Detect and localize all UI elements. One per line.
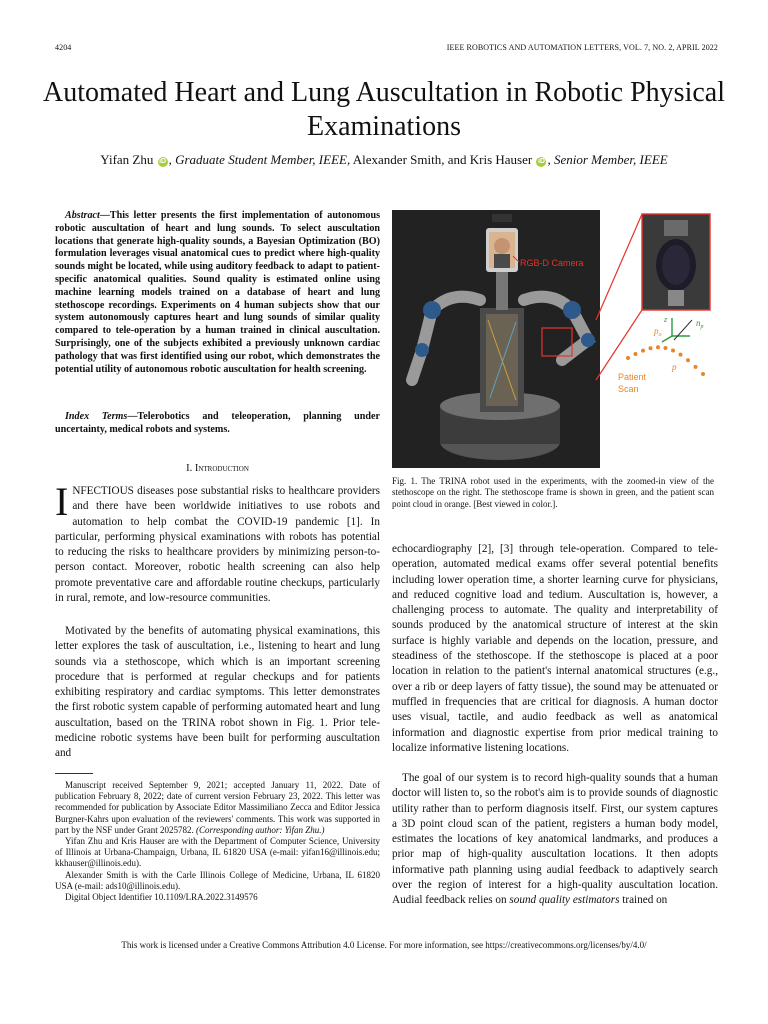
robot-photo: [392, 210, 714, 468]
right-paragraph-2-tail: trained on: [619, 894, 668, 907]
intro-first-word: NFECTIOUS: [72, 485, 134, 497]
figure-1: [392, 210, 714, 468]
scan-label-line2: Scan: [618, 384, 639, 394]
scan-point: [679, 353, 683, 357]
scan-point: [664, 346, 668, 350]
scan-point: [671, 348, 675, 352]
scan-label-line1: Patient: [618, 372, 647, 382]
point-p-label: p: [672, 362, 677, 372]
scan-point: [641, 349, 645, 353]
author-affiliation-role: Graduate Student Member, IEEE: [175, 152, 347, 167]
section-title: Introduction: [194, 463, 249, 474]
camera-label: RGB-D Camera: [520, 258, 584, 268]
scan-point: [649, 346, 653, 350]
abstract: [55, 210, 380, 376]
point-po-label: $p_o$: [654, 326, 662, 338]
section-number: I.: [186, 463, 193, 474]
section-heading: [55, 463, 380, 474]
index-terms: [55, 411, 380, 437]
scan-point: [686, 358, 690, 362]
right-paragraph-2: [392, 771, 718, 909]
right-paragraph-1: echocardiography [2], [3] through tele-operation. Compared to tele-operation, automated medical exams offer several potential benefits including lower operation time, a shorter learning curve for physicians, and reduced cognitive load and tedium. Auscultation is, however, a challenging process to automate. The quality and interpretability of sounds produced by the anatomical structure of interest at the skin surface is highly variable and depends on the location, pressure, and steadiness of the stethoscope. If the stethoscope is placed at a poor location in relation to the patient's internal anatomical structures (e.g., over a rib or deep layers of fatty tissue), the sound may be attenuated or muffled in frequencies that are critical for diagnosis. A human doctor uses visual, tactile, and audio feedback as well as anatomical information and diagnostic expertise from prior medical training to localize informative listening locations.: [392, 543, 718, 754]
intro-paragraph-2: Motivated by the benefits of automating physical examinations, this letter explores the task of auscultation, i.e., listening to heart and lung sounds via a stethoscope, which which is an important screening procedure that is performed at regular checkups and for patients exhibiting respiratory and cardiac symptoms. This letter demonstrates the first robotic system capable of performing automated heart and lung auscultation, based on the TRINA robot shown in Fig. 1. Prior tele-medicine robotic systems have been built for performing auscultation and: [55, 625, 380, 760]
footnote-manuscript: Manuscript received September 9, 2021; accepted January 11, 2022. Date of publication February 8, 2022; date of current version February 23, 2022. This letter was recommended for publication by Associate Editor Massimiliano Zecca and Editor Jessica Burgner-Kahrs upon evaluation of the reviewers' comments. This work was supported in part by the NSF under Grant 2025782.: [55, 780, 380, 835]
drop-cap: I: [55, 479, 69, 524]
index-terms-label: Index Terms: [65, 411, 128, 422]
corresponding-author: (Corresponding author: Yifan Zhu.): [195, 824, 325, 835]
journal-header: IEEE ROBOTICS AND AUTOMATION LETTERS, VOL. 7, NO. 2, APRIL 2022: [446, 43, 718, 52]
normal-label: $n_p$: [696, 318, 704, 330]
author-name: Alexander Smith: [352, 152, 442, 167]
index-terms-text: —Telerobotics and teleoperation, planning under uncertainty, medical robots and systems.: [55, 411, 380, 435]
scan-point: [656, 345, 660, 349]
intro-paragraph-1: [55, 479, 380, 606]
frame-z-label: z: [664, 315, 668, 324]
footnote-affiliation-1: Yifan Zhu and Kris Hauser are with the Department of Computer Science, University of Illinois at Urbana-Champaign, Urbana, IL 61820 USA (e-mail: yifan16@illinois.edu; kkhauser@illinois.edu).: [55, 836, 380, 869]
figure-caption: Fig. 1. The TRINA robot used in the experiments, with the zoomed-in view of the stethoscope on the right. The stethoscope frame is shown in green, and the patient scan point cloud in orange. [Best viewed in color.].: [392, 476, 714, 509]
abstract-label: Abstract: [65, 210, 100, 221]
scan-point: [626, 356, 630, 360]
orcid-icon[interactable]: iD: [159, 158, 167, 165]
footnote: [55, 780, 380, 903]
license-notice: This work is licensed under a Creative Commons Attribution 4.0 License. For more information, see https://creativecommons.org/licenses/by/4.0/: [121, 940, 647, 950]
emphasis-term: sound quality estimators: [509, 894, 620, 907]
orcid-icon[interactable]: iD: [537, 158, 545, 165]
abstract-text: —This letter presents the first implementation of autonomous robotic auscultation of heart and lung sounds. To select auscultation locations that generate high-quality sounds, a Bayesian Optimization (BO) formulation leverages visual anatomical cues to predict where high-quality sounds might be located, while using auditory feedback to adapt to patient-specific anatomical qualities. Sound quality is estimated online using machine learning models trained on a database of heart and lung stethoscope recordings. Experiments on 4 human subjects show that our system autonomously captures heart and lung sounds of similar quality compared to tele-operation by a human trained in clinical auscultation. Surprisingly, one of the subjects exhibited a previously unknown cardiac pathology that was first identified using our robot, which demonstrates the potential utility of autonomous robotic auscultation for health screening.: [55, 210, 380, 375]
scan-point: [694, 365, 698, 369]
paper-title: Automated Heart and Lung Auscultation in Robotic Physical Examinations: [43, 77, 725, 142]
footnote-affiliation-2: Alexander Smith is with the Carle Illinois College of Medicine, Urbana, IL 61820 USA (e-mail: ads10@illinois.edu).: [55, 869, 380, 891]
footnote-doi: Digital Object Identifier 10.1109/LRA.2022.3149576: [65, 892, 258, 903]
scan-point: [634, 352, 638, 356]
right-paragraph-2-text: The goal of our system is to record high-quality sounds that a human doctor will listen to, so the robot's aim is to provide sounds of diagnostic utility rather than to perform diagnosis itself. First, our system captures a 3D point cloud scan of the patient, registers a human body model, estimates the locations of key anatomical landmarks, and produces a prior map of high-quality auscultation locations. It then adopts informative path planning using audial feedback to adaptively search over the region of interest for a high-quality auscultation location. Audial feedback relies on: [392, 772, 718, 907]
author-name: Kris Hauser: [469, 152, 533, 167]
intro-text: diseases pose substantial risks to healthcare providers and there have been worldwide initiatives to use robots and automation to help combat the COVID-19 pandemic [1]. In particular, performing physical examinations with robots has potential to reducing the risks to healthcare providers by minimizing person-to-person contact. Moreover, robotic health screening can also help promote preventative care and affordable routine checkups, particularly in rural, remote, and low-resource communities.: [55, 485, 380, 605]
author-line: Yifan Zhu iD , Graduate Student Member, IEEE, Alexander Smith, and Kris Hauser iD , Senior Member, IEEE: [100, 152, 668, 167]
page-number: 4204: [55, 43, 72, 52]
footnote-rule: [55, 773, 93, 774]
author-name: Yifan Zhu: [100, 152, 154, 167]
author-affiliation-role: Senior Member, IEEE: [553, 152, 668, 167]
scan-point: [701, 372, 705, 376]
